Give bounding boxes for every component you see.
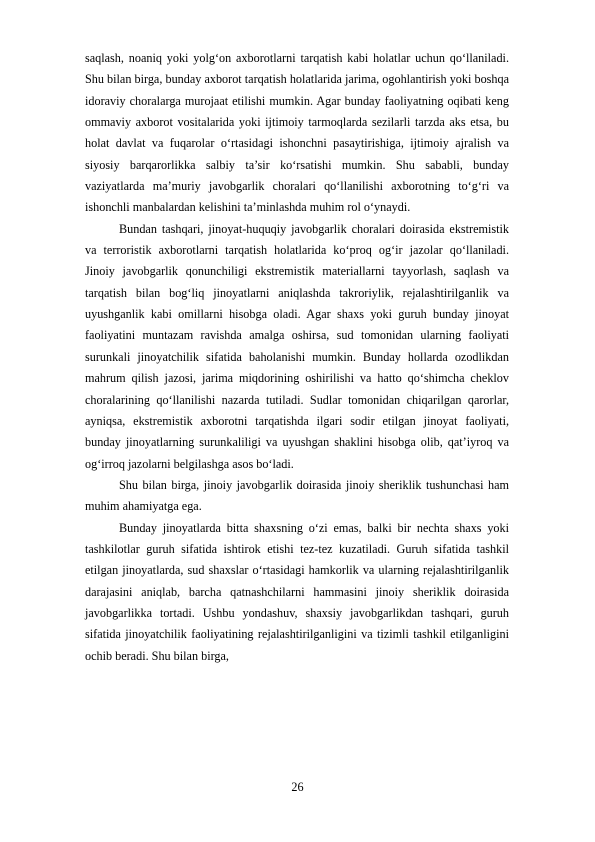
paragraph-complicity: Shu bilan birga, jinoiy javobgarlik doirasida jinoiy sheriklik tushunchasi ham muhim ahamiyatga ega. [85,477,509,514]
paragraph-continuation: saqlash, noaniq yoki yolg‘on axborotlarni tarqatish kabi holatlar uchun qo‘llaniladi. Shu bilan birga, bunday axborot tarqatish holatlarida jarima, ogohlantirish yoki boshqa idoraviy choralarga murojaat etilishi mumkin. Agar bunday faoliyatning oqibati keng ommaviy axborot vositalarida yoki ijtimoiy tarmoqlarda sezilarli tarzda aks etsa, bu holat davlat va fuqarolar o‘rtasidagi ishonchni pasaytirishiga, ijtimoiy ajralish va siyosiy barqarorlikka salbiy ta’sir ko‘rsatishi mumkin. Shu sababli, bunday vaziyatlarda ma’muriy javobgarlik choralari qo‘llanilishi axborotning to‘g‘ri va ishonchli manbalardan kelishini ta’minlashda muhim rol o‘ynaydi. [85,51,509,215]
page-body [85,48,509,667]
page-number: 26 [291,780,304,794]
paragraph-group-crimes: Bunday jinoyatlarda bitta shaxsning o‘zi emas, balki bir nechta shaxs yoki tashkilotlar guruh sifatida ishtirok etishi tez-tez kuzatiladi. Guruh sifatida tashkil etilgan jinoyatlarda, sud shaxslar o‘rtasidagi hamkorlik va ularning rejalashtirilganlik darajasini aniqlab, barcha qatnashchilarni hammasini jinoiy sheriklik doirasida javobgarlikka tortadi. Ushbu yondashuv, shaxsiy javobgarlikdan tashqari, guruh sifatida jinoyatchilik faoliyatining rejalashtirilganligini va tizimli tashkil etilganligini ochib beradi. Shu bilan birga, [85,520,509,663]
paragraph-criminal-liability: Bundan tashqari, jinoyat-huquqiy javobgarlik choralari doirasida ekstremistik va terroristik axborotlarni tarqatish holatlarida ko‘proq og‘ir jazolar qo‘llaniladi. Jinoiy javobgarlik qonunchiligi ekstremistik materiallarni tayyorlash, saqlash va tarqatish bilan bog‘liq jinoyatlarni aniqlashda takroriylik, rejalashtirilganlik va uyushganlik kabi omillarni hisobga oladi. Agar shaxs yoki guruh bunday jinoyat faoliyatini muntazam ravishda amalga oshirsa, sud tomonidan ularning faoliyati surunkali jinoyatchilik sifatida baholanishi mumkin. Bunday hollarda ozodlikdan mahrum qilish jazosi, jarima miqdorining oshirilishi va hatto qo‘shimcha cheklov choralarining qo‘llanilishi nazarda tutiladi. Sudlar tomonidan chiqarilgan qarorlar, ayniqsa, ekstremistik axborotni tarqatishda ilgari sodir etilgan jinoyat faoliyati, bunday jinoyatlarning surunkaliligi va uyushgan shaklini hisobga olib, qat’iyroq va og‘irroq jazolarni belgilashga asos bo‘ladi. [85,221,509,471]
